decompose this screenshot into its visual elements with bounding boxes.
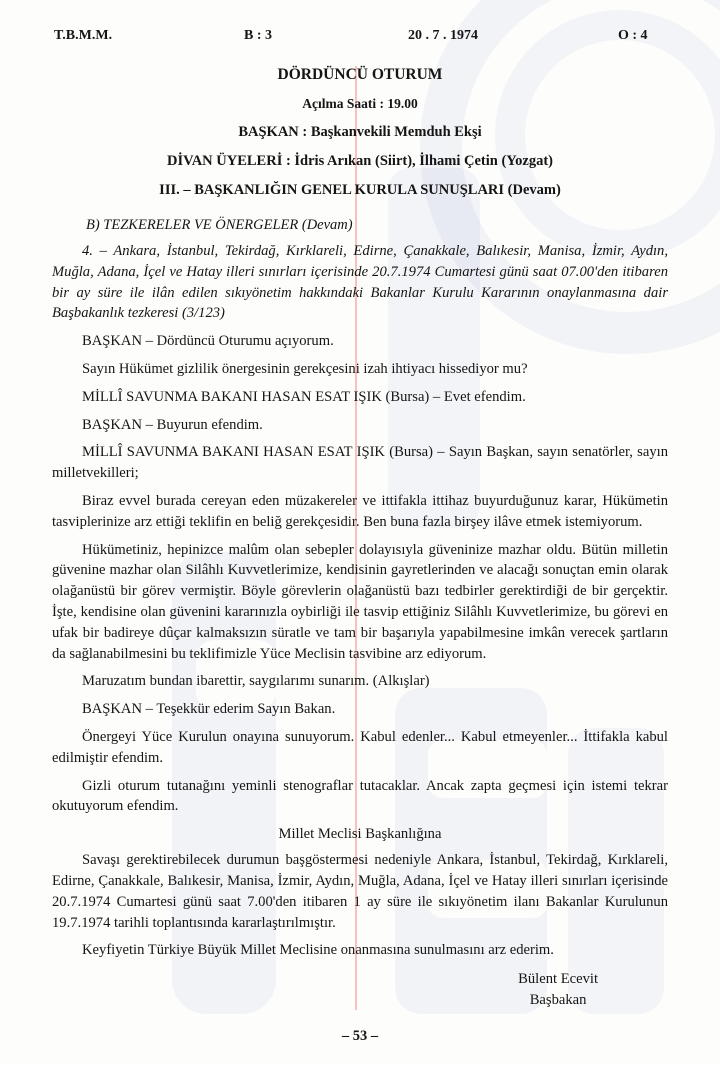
speech-paragraph: MİLLÎ SAVUNMA BAKANI HASAN ESAT IŞIK (Bursa) – Evet efendim. [82,388,526,405]
chairman-line: BAŞKAN : Başkanvekili Memduh Ekşi [238,124,482,140]
header-session-number: B : 3 [244,28,272,43]
clerks-line: DİVAN ÜYELERİ : İdris Arıkan (Siirt), İlhami Çetin (Yozgat) [166,153,553,169]
signature-name: Bülent Ecevit [518,971,598,988]
speech-paragraph: Maruzatım bundan ibarettir, saygılarımı sunarım. (Alkışlar) [82,673,430,690]
subsection-heading: B) TEZKERELER VE ÖNERGELER (Devam) [86,217,353,233]
agenda-heading: III. – BAŞKANLIĞIN GENEL KURULA SUNUŞLARI (Devam) [159,182,561,198]
header-institution: T.B.M.M. [54,28,113,43]
speech-paragraph: BAŞKAN – Teşekkür ederim Sayın Bakan. [82,701,336,718]
speech-paragraph: BAŞKAN – Dördüncü Oturumu açıyorum. [82,333,334,350]
petition-heading: Millet Meclisi Başkanlığına [278,826,442,843]
header-sitting-number: O : 4 [618,28,648,43]
opening-time: Açılma Saati : 19.00 [302,96,418,111]
motion-paragraph: 4. – Ankara, İstanbul, Tekirdağ, Kırklareli, Edirne, Çanakkale, Balıkesir, Manisa, İzmir, Aydın, Muğla, Adana, İçel ve Hatay illeri sınırları içerisinde 20.7.1974 Cumartesi günü saat 07.00'den itibaren bir ay süre ile ilân edilen sıkıyönetim hakkındaki Bakanlar Kurulu Kararının onaylanmasına dair Başbakanlık tezkeresi (3/123) [52,243,668,322]
running-header [52,28,668,46]
signature-title: Başbakan [529,992,587,1009]
speech-paragraph: Sayın Hükümet gizlilik önergesinin gerekçesini izah ihtiyacı hissediyor mu? [82,360,528,377]
petition-paragraph: Savaşı gerektirebilecek durumun başgöstermesi nedeniyle Ankara, İstanbul, Tekirdağ, Kırklareli, Edirne, Çanakkale, Balıkesir, Manisa, İzmir, Aydın, Muğla, Adana, İçel ve Hatay illeri sınırları içerisinde 20.7.1974 Cumartesi günü saat 7.00'den itibaren 1 ay süre ile sıkıyönetim ilanı Bakanlar Kurulunun 19.7.1974 tarihli toplantısında kararlaştırılmıştır. [52,852,668,931]
session-title: DÖRDÜNCÜ OTURUM [277,66,443,83]
speech-paragraph: Hükümetiniz, hepinizce malûm olan sebepler dolayısıyla güveninize mazhar oldu. Bütün milletin güvenine mazhar olan Silâhlı Kuvvetlerimize, kendisinin gayretlerinden ve alacağı sonuçtan emin olarak olağanüstü bir görev vermiştir. Böyle görevlerin olağanüstü bazı tedbirler gerektirdiği de bir gerçektir. İşte, kendisine olan güvenini kararınızla oybirliği ile tasvip ettiğiniz Silâhlı Kuvvetlerimize, bu görevi en ufak bir badireye dûçar kalmaksızın süratle ve tam bir başarıyla yapabilmesine imkân verecek şartların da sağlanabilmesini bu teklifimizle Yüce Meclisin tasvibine arz ediyorum. [52,541,668,662]
header-date: 20 . 7 . 1974 [408,28,478,43]
speech-paragraph: Önergeyi Yüce Kurulun onayına sunuyorum. Kabul edenler... Kabul etmeyenler... İttifakla kabul edilmiştir efendim. [52,728,668,766]
signature-block [518,969,598,1011]
speech-paragraph: MİLLÎ SAVUNMA BAKANI HASAN ESAT IŞIK (Bursa) – Sayın Başkan, sayın senatörler, sayın milletvekilleri; [52,444,668,482]
petition-paragraph: Keyfiyetin Türkiye Büyük Millet Meclisine onanmasına sunulmasını arz ederim. [82,942,554,959]
speech-paragraph: BAŞKAN – Buyurun efendim. [82,416,263,433]
speech-paragraph: Gizli oturum tutanağını yeminli stenograflar tutacaklar. Ancak zapta geçmesi için istemi tekrar okutuyorum efendim. [52,777,668,815]
page-number: – 53 – [341,1028,379,1044]
speech-paragraph: Biraz evvel burada cereyan eden müzakereler ve ittifakla ittihaz buyurduğunuz karar, Hükümetin tasviplerinize arz ettiği teklifin en beliğ gerekçesidir. Ben buna fazla birşey ilâve etmek istemiyorum. [52,492,668,530]
